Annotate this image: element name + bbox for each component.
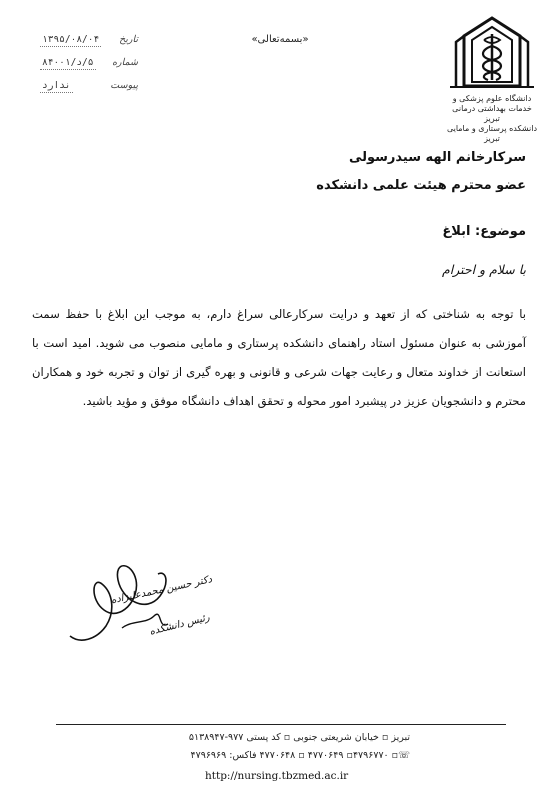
bismillah: «بسمه‌تعالی» (251, 34, 309, 45)
attachment-value: ندارد (42, 80, 71, 91)
greeting: با سلام و احترام (442, 262, 526, 277)
logo-caption-2: خدمات بهداشتی درمانی تبریز (452, 104, 532, 123)
attachment-row (40, 80, 138, 93)
attachment-label: پیوست (110, 80, 138, 91)
number-label: شماره (112, 57, 138, 68)
number-value: ۵/د/۸۴۰۰۱ (42, 57, 94, 68)
date-label: تاریخ (119, 34, 138, 45)
signature (62, 540, 212, 650)
subject: موضوع: ابلاغ (442, 224, 526, 239)
footer-phones: ☏▫ ۴۷۹۶۷۷۰▫ ۴۷۷۰۶۴۹ ▫ ۴۷۷۰۶۴۸ فاکس: ۴۷۹۶۹۶۹ (190, 750, 410, 761)
university-logo (446, 14, 538, 144)
date-value: ۱۳۹۵/۰۸/۰۴ (42, 34, 100, 45)
number-row (40, 57, 138, 70)
footer-divider (56, 724, 506, 725)
logo-caption-3: دانشکده پرستاری و مامایی تبریز (446, 124, 538, 143)
recipient-name: سرکارخانم الهه سیدرسولی (348, 150, 526, 165)
date-row (40, 34, 138, 47)
recipient-title: عضو محترم هیئت علمی دانشکده (316, 178, 526, 193)
signature-name: دکتر حسین محمدعلیزاده (110, 574, 214, 607)
logo-caption-1: دانشگاه علوم پزشکی و (452, 94, 532, 103)
footer-address: تبریز ▫ خیابان شریعتی جنوبی ▫ کد پستی ۹۷۷-۵۱۳۸۹۴۷ (188, 732, 410, 743)
signature-role: رئیس دانشکده (148, 612, 212, 638)
emblem-icon (446, 14, 538, 90)
letter-body: با توجه به شناختی که از تعهد و درایت سرکارعالی سراغ دارم، به موجب این ابلاغ با حفظ سمت آموزشی به عنوان مسئول استاد راهنمای دانشکده پرستاری و مامایی منصوب می شوید. امید است با استعانت از خداوند متعال و رعایت جهات شرعی و قانونی و بهره گیری از توان و تجربه خود و همکاران محترم و دانشجویان عزیز در پیشبرد امور محوله و تحقق اهداف دانشگاه موفق و مؤید باشید. (32, 307, 526, 408)
letter-meta (40, 34, 138, 93)
website-link[interactable]: http://nursing.tbzmed.ac.ir (205, 770, 349, 782)
